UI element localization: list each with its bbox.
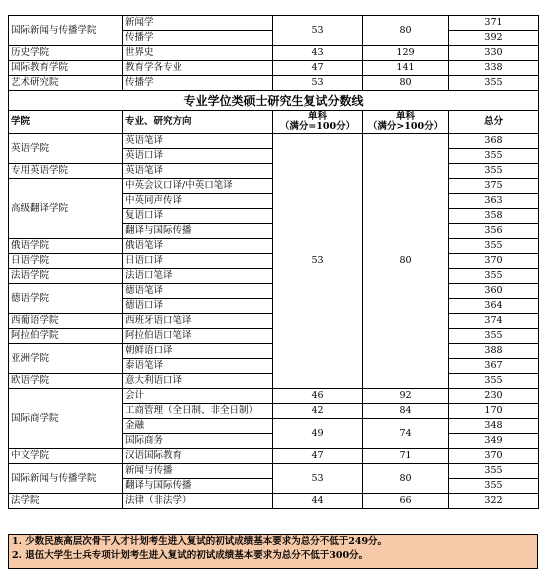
single-score-cell: 53 xyxy=(273,134,363,389)
college-cell: 国际新闻与传播学院 xyxy=(9,16,123,46)
college-cell: 亚洲学院 xyxy=(9,344,123,374)
total-score-cell: 355 xyxy=(449,269,539,284)
multi-score-cell: 66 xyxy=(363,494,449,509)
college-cell: 英语学院 xyxy=(9,134,123,164)
major-cell: 翻译与国际传播 xyxy=(123,479,273,494)
total-score-cell: 358 xyxy=(449,209,539,224)
major-cell: 中英同声传译 xyxy=(123,194,273,209)
major-cell: 俄语笔译 xyxy=(123,239,273,254)
total-score-cell: 371 xyxy=(449,16,539,31)
major-cell: 西班牙语口笔译 xyxy=(123,314,273,329)
total-score-cell: 355 xyxy=(449,239,539,254)
college-cell: 阿拉伯学院 xyxy=(9,329,123,344)
table-row xyxy=(9,46,539,61)
single-score-cell: 43 xyxy=(273,46,363,61)
header-total: 总分 xyxy=(449,111,539,134)
total-score-cell: 230 xyxy=(449,389,539,404)
notes-box xyxy=(8,534,538,569)
single-score-cell: 44 xyxy=(273,494,363,509)
total-score-cell: 368 xyxy=(449,134,539,149)
multi-score-cell: 71 xyxy=(363,449,449,464)
college-cell: 欧语学院 xyxy=(9,374,123,389)
major-cell: 英语口译 xyxy=(123,149,273,164)
total-score-cell: 356 xyxy=(449,224,539,239)
total-score-cell: 360 xyxy=(449,284,539,299)
total-score-cell: 338 xyxy=(449,61,539,76)
major-cell: 法律（非法学） xyxy=(123,494,273,509)
multi-score-cell: 74 xyxy=(363,419,449,449)
college-cell: 西葡语学院 xyxy=(9,314,123,329)
total-score-cell: 355 xyxy=(449,374,539,389)
total-score-cell: 349 xyxy=(449,434,539,449)
major-cell: 传播学 xyxy=(123,76,273,91)
major-cell: 新闻与传播 xyxy=(123,464,273,479)
major-cell: 工商管理（全日制、非全日制） xyxy=(123,404,273,419)
total-score-cell: 355 xyxy=(449,164,539,179)
total-score-cell: 322 xyxy=(449,494,539,509)
total-score-cell: 392 xyxy=(449,31,539,46)
major-cell: 汉语国际教育 xyxy=(123,449,273,464)
single-score-cell: 53 xyxy=(273,464,363,494)
total-score-cell: 355 xyxy=(449,149,539,164)
header-row xyxy=(9,111,539,134)
total-score-cell: 374 xyxy=(449,314,539,329)
college-cell: 中文学院 xyxy=(9,449,123,464)
header-single: 单科 （满分=100分） xyxy=(273,111,363,134)
single-score-cell: 47 xyxy=(273,449,363,464)
major-cell: 新闻学 xyxy=(123,16,273,31)
total-score-cell: 355 xyxy=(449,479,539,494)
table-row xyxy=(9,464,539,479)
total-score-cell: 370 xyxy=(449,449,539,464)
total-score-cell: 364 xyxy=(449,299,539,314)
major-cell: 德语口译 xyxy=(123,299,273,314)
table-row xyxy=(9,449,539,464)
single-score-cell: 53 xyxy=(273,16,363,46)
note-line: 2. 退伍大学生士兵专项计划考生进入复试的初试成绩基本要求为总分不低于300分。 xyxy=(12,550,369,561)
header-college: 学院 xyxy=(9,111,123,134)
college-cell: 历史学院 xyxy=(9,46,123,61)
major-cell: 世界史 xyxy=(123,46,273,61)
major-cell: 泰语笔译 xyxy=(123,359,273,374)
multi-score-cell: 80 xyxy=(363,464,449,494)
multi-score-cell: 141 xyxy=(363,61,449,76)
score-table-container xyxy=(8,15,538,509)
table-row xyxy=(9,61,539,76)
table-row xyxy=(9,134,539,149)
major-cell: 英语笔译 xyxy=(123,134,273,149)
college-cell: 法语学院 xyxy=(9,269,123,284)
multi-score-cell: 92 xyxy=(363,389,449,404)
college-cell: 专用英语学院 xyxy=(9,164,123,179)
major-cell: 日语口译 xyxy=(123,254,273,269)
total-score-cell: 355 xyxy=(449,464,539,479)
total-score-cell: 355 xyxy=(449,329,539,344)
score-table xyxy=(8,15,539,509)
total-score-cell: 170 xyxy=(449,404,539,419)
college-cell: 国际商学院 xyxy=(9,389,123,449)
college-cell: 国际新闻与传播学院 xyxy=(9,464,123,494)
multi-score-cell: 80 xyxy=(363,16,449,46)
major-cell: 翻译与国际传播 xyxy=(123,224,273,239)
college-cell: 高级翻译学院 xyxy=(9,179,123,239)
major-cell: 国际商务 xyxy=(123,434,273,449)
total-score-cell: 388 xyxy=(449,344,539,359)
table-row xyxy=(9,16,539,31)
major-cell: 传播学 xyxy=(123,31,273,46)
single-score-cell: 47 xyxy=(273,61,363,76)
single-score-cell: 49 xyxy=(273,419,363,449)
college-cell: 日语学院 xyxy=(9,254,123,269)
multi-score-cell: 80 xyxy=(363,76,449,91)
college-cell: 俄语学院 xyxy=(9,239,123,254)
major-cell: 金融 xyxy=(123,419,273,434)
single-score-cell: 53 xyxy=(273,76,363,91)
major-cell: 朝鲜语口译 xyxy=(123,344,273,359)
major-cell: 教育学各专业 xyxy=(123,61,273,76)
total-score-cell: 370 xyxy=(449,254,539,269)
total-score-cell: 355 xyxy=(449,76,539,91)
header-multi: 单科 （满分>100分） xyxy=(363,111,449,134)
section-title-row xyxy=(9,91,539,111)
major-cell: 德语笔译 xyxy=(123,284,273,299)
single-score-cell: 46 xyxy=(273,389,363,404)
section-title: 专业学位类硕士研究生复试分数线 xyxy=(9,91,539,111)
total-score-cell: 367 xyxy=(449,359,539,374)
header-major: 专业、研究方向 xyxy=(123,111,273,134)
total-score-cell: 375 xyxy=(449,179,539,194)
major-cell: 意大利语口译 xyxy=(123,374,273,389)
major-cell: 会计 xyxy=(123,389,273,404)
table-row xyxy=(9,76,539,91)
multi-score-cell: 80 xyxy=(363,134,449,389)
multi-score-cell: 84 xyxy=(363,404,449,419)
major-cell: 英语笔译 xyxy=(123,164,273,179)
college-cell: 国际教育学院 xyxy=(9,61,123,76)
total-score-cell: 348 xyxy=(449,419,539,434)
total-score-cell: 363 xyxy=(449,194,539,209)
total-score-cell: 330 xyxy=(449,46,539,61)
table-row xyxy=(9,494,539,509)
major-cell: 阿拉伯语口笔译 xyxy=(123,329,273,344)
major-cell: 复语口译 xyxy=(123,209,273,224)
multi-score-cell: 129 xyxy=(363,46,449,61)
major-cell: 中英会议口译/中英口笔译 xyxy=(123,179,273,194)
table-row xyxy=(9,389,539,404)
single-score-cell: 42 xyxy=(273,404,363,419)
major-cell: 法语口笔译 xyxy=(123,269,273,284)
college-cell: 艺术研究院 xyxy=(9,76,123,91)
college-cell: 法学院 xyxy=(9,494,123,509)
college-cell: 德语学院 xyxy=(9,284,123,314)
note-line: 1. 少数民族高层次骨干人才计划考生进入复试的初试成绩基本要求为总分不低于249分。 xyxy=(12,536,388,547)
